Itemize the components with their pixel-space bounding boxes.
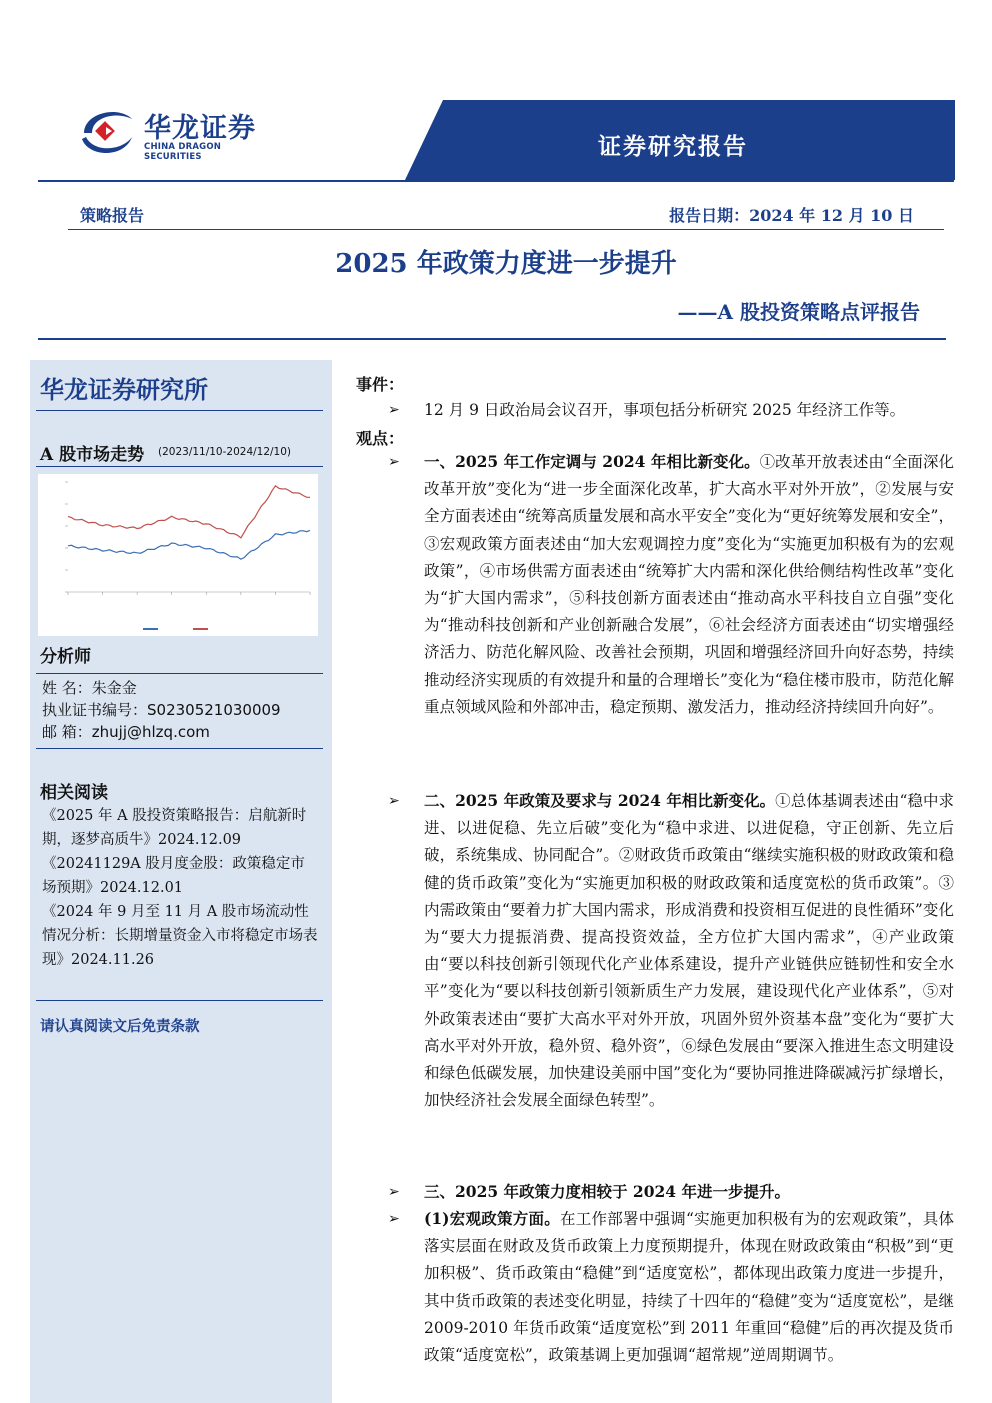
title-divider-top: [68, 229, 944, 230]
sidebar-divider: [36, 673, 323, 674]
report-subtitle: ——A 股投资策略点评报告: [677, 300, 920, 324]
institute-name: 华龙证券研究所: [40, 375, 208, 404]
event-text: 12 月 9 日政治局会议召开，事项包括分析研究 2025 年经济工作等。: [424, 401, 906, 419]
trend-range: (2023/11/10-2024/12/10): [158, 446, 292, 458]
trend-title: A 股市场走势: [40, 445, 145, 465]
report-type: 策略报告: [80, 206, 145, 225]
title-divider-bottom: [38, 338, 946, 340]
market-trend-svg: [38, 474, 318, 636]
bullet-icon: ➢: [388, 793, 400, 809]
company-logo: [78, 100, 278, 160]
market-trend-chart: [38, 474, 318, 636]
bullet-icon: ➢: [388, 1211, 400, 1227]
analyst-name-label: 姓 名：: [42, 679, 92, 697]
dragon-logo-icon: [78, 103, 136, 159]
logo-name-cn: 华龙证券: [144, 113, 256, 144]
analyst-title: 分析师: [40, 647, 91, 667]
analyst-name: 朱金金: [91, 679, 137, 697]
viewpoint-2: [424, 787, 954, 1114]
view-label: 观点：: [356, 429, 405, 448]
viewpoint-4-body: 在工作部署中强调“实施更加积极有为的宏观政策”，具体落实层面在财政及货币政策上力度预期提升，体现在财政政策由“积极”到“更加积极”、货币政策由“稳健”到“适度宽松”，都体现出政策力度进一步提升，其中货币政策的表述变化明显，持续了十四年的“稳健”变为“适度宽松”，是继 2009-2010 年货币政策“适度宽松”到 2011 年重回“稳健”后的再次提及货币政策“适度宽松”，政策基调上更加强调“超常规”逆周期调节。: [424, 1210, 955, 1365]
logo-name-en: CHINA DRAGON SECURITIES: [144, 142, 222, 162]
header-divider: [38, 180, 954, 182]
sidebar-divider: [36, 410, 323, 411]
analyst-license-label: 执业证书编号：: [42, 701, 148, 719]
analyst-name-row: [42, 677, 137, 698]
event-label: 事件：: [356, 375, 405, 394]
related-reading-item[interactable]: 《2024 年 9 月至 11 月 A 股市场流动性情况分析：长期增量资金入市将稳定市场表现》2024.11.26: [42, 904, 318, 968]
bullet-icon: ➢: [388, 402, 400, 418]
viewpoint-2-body: ①总体基调表述由“稳中求进、以进促稳、先立后破”变化为“稳中求进、以进促稳，守正创新、先立后破，系统集成、协同配合”。②财政货币政策由“继续实施积极的财政政策和稳健的货币政策”变化为“实施更加积极的财政政策和适度宽松的货币政策”。③内需政策由“要着力扩大国内需求，形成消费和投资相互促进的良性循环”变化为“要大力提振消费、提高投资效益，全方位扩大国内需求”，④产业政策由“要以科技创新引领现代化产业体系建设，提升产业链供应链韧性和安全水平”变化为“要以科技创新引领新质生产力发展，建设现代化产业体系”，⑤对外政策表述由“要扩大高水平对外开放，巩固外贸外资基本盘”变化为“要扩大高水平对外开放，稳外贸、稳外资”，⑥绿色发展由“要深入推进生态文明建设和绿色低碳发展，加快建设美丽中国”变化为“要协同推进降碳减污扩绿增长，加快经济社会发展全面绿色转型”。: [424, 792, 954, 1110]
related-reading-item[interactable]: 《20241129A 股月度金股：政策稳定市场预期》2024.12.01: [42, 856, 305, 896]
analyst-email-label: 邮 箱：: [42, 723, 92, 741]
related-reading-item[interactable]: 《2025 年 A 股投资策略报告：启航新时期，逐梦高质牛》2024.12.09: [42, 808, 307, 848]
bullet-icon: ➢: [388, 1184, 400, 1200]
viewpoint-1-heading: 一、2025 年工作定调与 2024 年相比新变化。: [424, 452, 760, 471]
report-title: 2025 年政策力度进一步提升: [335, 249, 677, 279]
viewpoint-2-heading: 二、2025 年政策及要求与 2024 年相比新变化。: [424, 791, 776, 810]
banner-label: 证券研究报告: [598, 133, 748, 160]
analyst-email-link[interactable]: zhujj@hlzq.com: [91, 723, 210, 741]
analyst-license: S0230521030009: [147, 701, 281, 719]
related-reading-title: 相关阅读: [40, 783, 108, 803]
viewpoint-1-body: ①改革开放表述由“全面深化改革开放”变化为“进一步全面深化改革，扩大高水平对外开放”，②发展与安全方面表述由“统筹高质量发展和高水平安全”变化为“更好统筹发展和安全”，③宏观政策方面表述由“加大宏观调控力度”变化为“实施更加积极有为的宏观政策”，④市场供需方面表述由“统筹扩大内需和深化供给侧结构性改革”变化为“扩大国内需求”，⑤科技创新方面表述由“推动高水平科技自立自强”变化为“推动科技创新和产业创新融合发展”，⑥社会经济方面表述由“切实增强经济活力、防范化解风险、改善社会预期，巩固和增强经济回升向好态势，持续推动经济实现质的有效提升和量的合理增长”变化为“稳住楼市股市，防范化解重点领域风险和外部冲击，稳定预期、激发活力，推动经济持续回升向好”。: [424, 453, 954, 716]
sidebar-divider: [36, 1000, 323, 1001]
viewpoint-1: [424, 448, 954, 721]
viewpoint-3-heading: 三、2025 年政策力度相较于 2024 年进一步提升。: [424, 1182, 790, 1201]
viewpoint-4: [424, 1205, 954, 1369]
sidebar-divider: [36, 748, 323, 749]
analyst-license-row: [42, 699, 281, 720]
viewpoint-3: [424, 1178, 954, 1206]
viewpoint-4-heading: (1)宏观政策方面。: [424, 1209, 560, 1228]
bullet-icon: ➢: [388, 454, 400, 470]
disclaimer-note: 请认真阅读文后免责条款: [40, 1018, 200, 1035]
report-date: 报告日期：2024 年 12 月 10 日: [669, 206, 914, 225]
analyst-email-row: [42, 721, 210, 742]
sidebar-divider: [36, 466, 323, 467]
